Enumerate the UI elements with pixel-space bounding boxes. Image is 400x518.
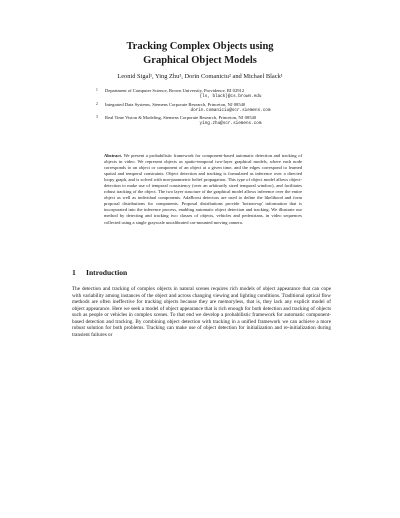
affiliation-text: Integrated Data Systems, Siemens Corporate Research, Princeton, NJ 08540: [105, 101, 246, 107]
affiliation-text: Department of Computer Science, Brown University, Providence, RI 02912: [105, 88, 245, 93]
affiliation-email: dorin.comaniciu@scr.siemens.com: [190, 107, 271, 113]
paper-title: [0, 40, 400, 67]
affiliation-number: 2: [96, 101, 98, 106]
affiliation-2: [96, 102, 356, 114]
abstract-label: Abstract.: [104, 153, 123, 158]
abstract-text: We present a probabilistic framework for component-based automatic detection and tracking of objects in video. We represent objects as spatio-temporal two-layer graphical models, where each node corresponds to an object or component of an object at a given time, and the edges correspond to learned spatial and temporal constraints. Object detection and tracking is formulated as inference over a directed loopy graph, and is solved with non-parametric belief propagation. This type of object model allows object-detection to make use of temporal consistency (over an arbitrarily sized temporal window), and facilitates robust tracking of the object. The two layer structure of the graphical model allows inference over the entire object as well as individual components. AdaBoost detectors are used to define the likelihood and form proposal distributions for components. Proposal distributions provide 'bottom-up' information that is incorporated into the inference process, enabling automatic object detection and tracking. We illustrate our method by detecting and tracking two classes of objects, vehicles and pedestrians, in video sequences collected using a single grayscale uncalibrated car-mounted moving camera.: [104, 153, 302, 225]
section-title: Introduction: [86, 268, 128, 277]
title-line-1: Tracking Complex Objects using: [126, 41, 274, 52]
affiliation-email: ying.zhu@scr.siemens.com: [199, 121, 262, 127]
affiliation-email: {ls, black}@cs.brown.edu: [199, 94, 262, 100]
affiliations: [96, 88, 356, 129]
introduction-body: [72, 286, 331, 338]
affiliation-1: [96, 88, 356, 100]
title-line-2: Graphical Object Models: [143, 54, 257, 66]
affiliation-number: 3: [96, 115, 98, 120]
affiliation-3: [96, 115, 356, 127]
introduction-paragraph: The detection and tracking of complex objects in natural scenes requires rich models of object appearance that can cope with variability among instances of the object and across changing viewing and lighting conditions. Traditional optical flow methods are often ineffective for tracking objects because they are memoryless, that is, they lack any explicit model of object appearance. Here we seek a model of object appearance that is rich enough for both detection and tracking of objects such as people or vehicles in complex scenes. To that end we develop a probabilistic framework for automatic component-based detection and tracking. By combining object detection with tracking in a unified framework we can achieve a more robust solution for both problems. Tracking can make use of object detection for initialization and re-initialization during transient failures or: [72, 286, 331, 338]
section-number: 1: [72, 268, 76, 277]
author-list: Leonid Sigal¹, Ying Zhu³, Dorin Comaniciu² and Michael Black¹: [117, 73, 283, 80]
abstract: [104, 153, 302, 226]
affiliation-text: Real Time Vision & Modeling, Siemens Corporate Research, Princeton, NJ 08540: [105, 115, 257, 121]
section-heading: [72, 268, 127, 277]
affiliation-number: 1: [96, 88, 98, 92]
